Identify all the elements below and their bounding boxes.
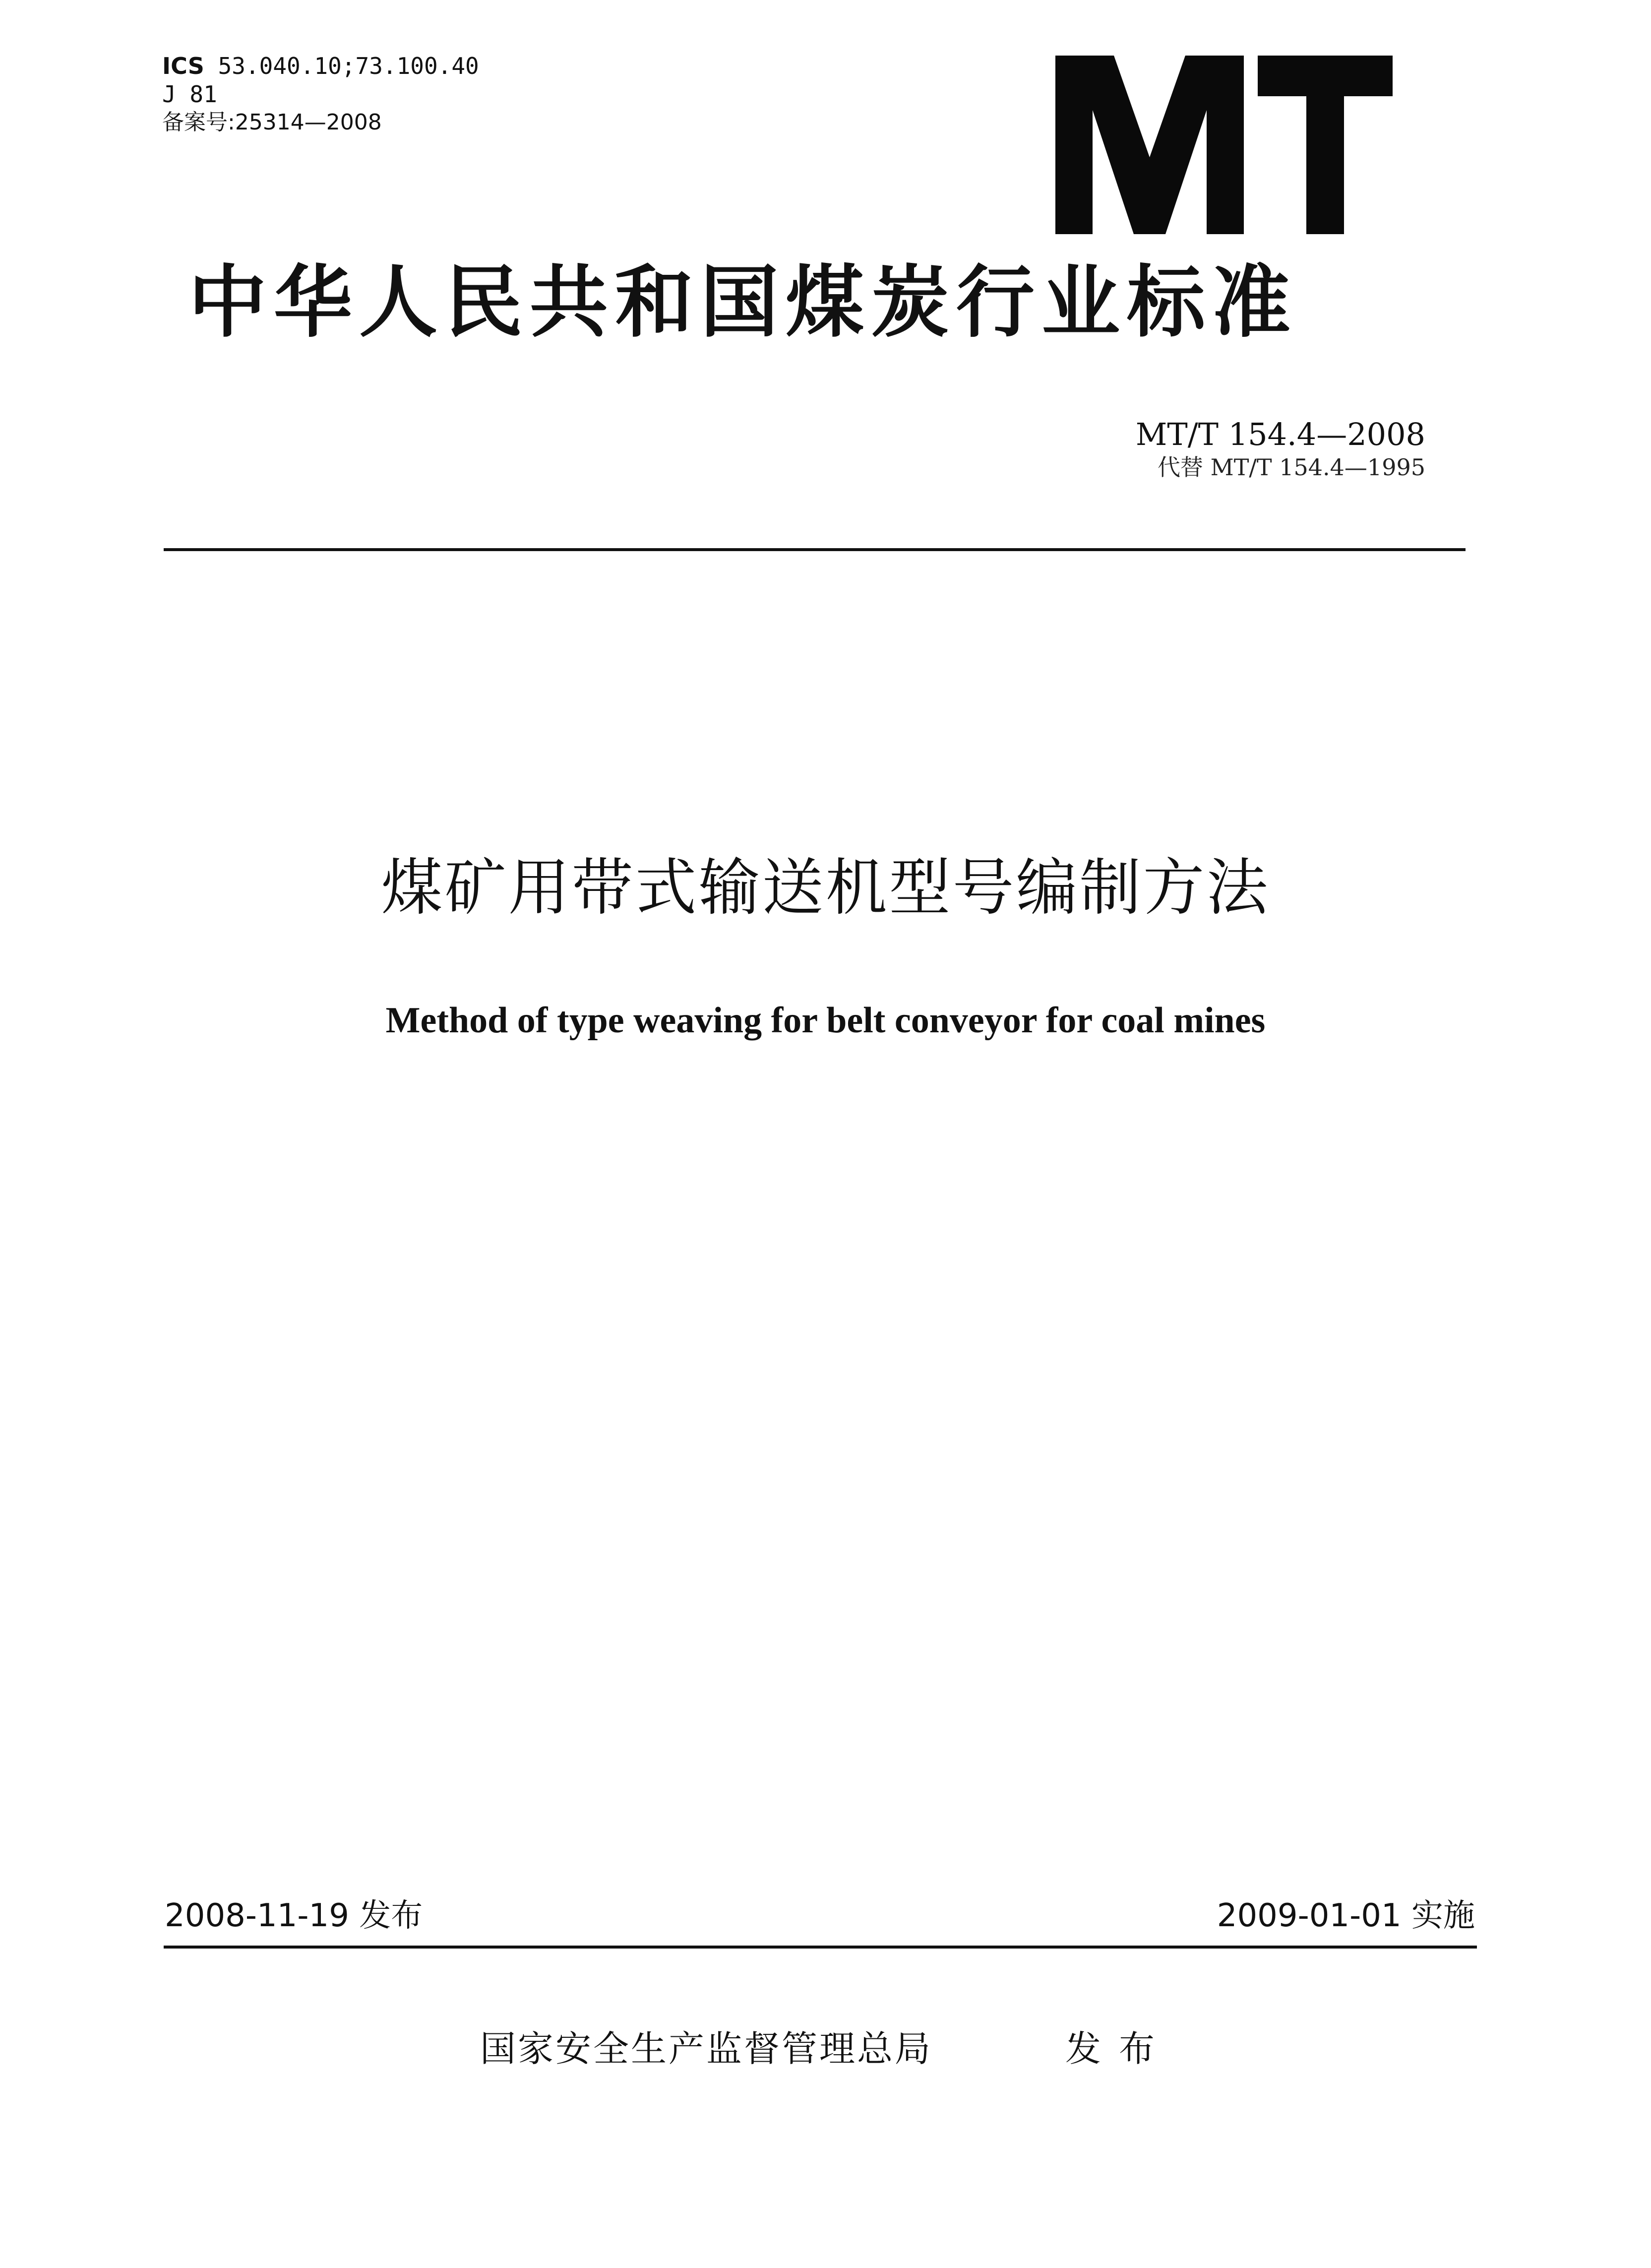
- filing-number: 备案号:25314—2008: [162, 110, 382, 135]
- issuing-authority: 国家安全生产监督管理总局: [480, 2028, 933, 2070]
- footer-divider: [164, 1946, 1477, 1949]
- document-title-chinese: 煤矿用带式输送机型号编制方法: [381, 852, 1270, 924]
- ics-code: [162, 52, 479, 80]
- industry-standard-title: 中华人民共和国煤炭行业标准: [188, 257, 1297, 348]
- ics-label: ICS: [162, 53, 204, 79]
- implementation-date: 2009-01-01 实施: [1217, 1897, 1475, 1934]
- ics-value: 53.040.10;73.100.40: [218, 53, 479, 79]
- document-title-english: Method of type weaving for belt conveyor for coal mines: [385, 1000, 1266, 1041]
- standard-number: MT/T 154.4—2008: [1135, 416, 1425, 452]
- header-divider: [164, 548, 1466, 551]
- mt-logo-mark: [1055, 56, 1393, 234]
- replaced-standard: 代替 MT/T 154.4—1995: [1158, 454, 1425, 481]
- mt-logo: [1055, 56, 1393, 234]
- issue-date: 2008-11-19 发布: [165, 1897, 423, 1934]
- issuing-action: 发布: [1065, 2028, 1173, 2070]
- ccs-code: J 81: [162, 81, 217, 108]
